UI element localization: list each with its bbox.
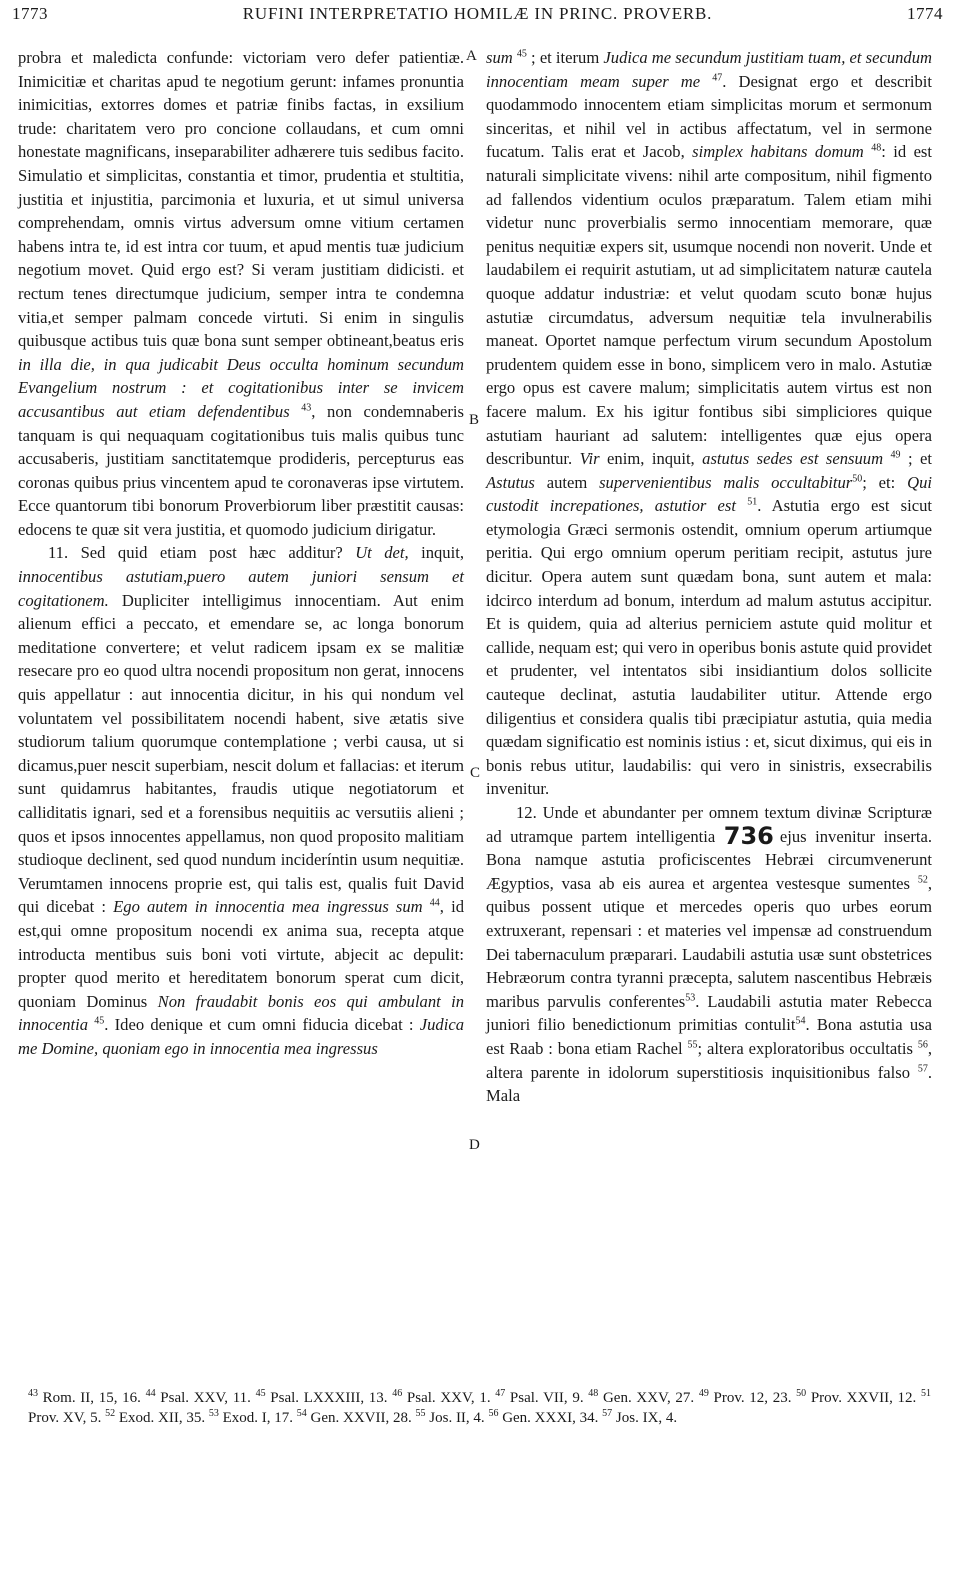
footnote-ref: 55 <box>687 1039 698 1051</box>
running-title: RUFINI INTERPRETATIO HOMILÆ IN PRINC. PROVERB. <box>242 4 713 23</box>
footnote-ref: 45 <box>94 1015 105 1027</box>
margin-letter-a: A <box>466 48 477 64</box>
footnote-ref: 52 <box>917 874 928 886</box>
margin-letter-c: C <box>470 765 481 781</box>
footnote-ref: 57 <box>917 1063 928 1074</box>
footnote-ref: 51 <box>747 496 758 508</box>
column-number-right: 1774 <box>907 4 943 23</box>
footnote-ref: 48 <box>871 142 882 154</box>
left-paragraph-2: 11. Sed quid etiam post hæc additur? Ut det, inquit, innocentibus astutiam,puero autem juniori sensum et cogitationem. Dupliciter intelligimus innocentiam. Aut enim alienum effici a peccato, et emendare se, ac longa bonorum meditatione convertere; et velut radicem ipsam ex se malitiæ resecare pro eo quod ultra nocendi propositum non gerat, innocens quis appellatur : aut innocentia dicitur, in his qui nondum vel voluntatem vel possibilitatem nocendi habent, sive ætatis sive studiorum talium quorumque contemplatione ; verbi causa, ut si dicamus,puer nescit superbiam, nescit dolum et fallacias: et iterum sunt quidamrus habitantes, fraudis utique negotiatorum et calliditatis ignari, sed et a forensibus nequitiis ac versutiis alieni ; quos et ipsos innocentes appellamus, non quod proposito malitiam studioque declinent, sed quod nundum incideríntin usum nequitiæ. Verumtamen innocens proprie est, qui talis est, qualis fuit David qui dicebat : Ego autem in innocentia mea ingressus sum $^{44}$, id est,qui omne propositum nocendi ex anima sua, recepta atque introducta mentibus suis boni voti virtute, abjecit ac depulit: propter quod merito et hereditatem bonorum sperat cum dicit, quoniam Dominus Non fraudabit bonis eos qui ambulant in innocentia $^{45}$. Ideo denique et cum omni fiducia dicebat : Judica me Domine, quoniam ego in innocentia mea ingressus <box>18 543 465 1058</box>
right-paragraph-1: sum $^{45}$ ; et iterum Judica me secundum justitiam tuam, et secundum innocentiam meam super me $^{47}$. Designat ergo et describit quodammodo innocentem etiam simplicitas morum et sermonum sinceritas, et nihil vel in actibus affectatum, vel in sermone fucatum. Talis erat et Jacob, simplex habitans domum $^{48}$: id est naturali simplicitate vivens: nihil arte compositum, nihil figmento ad fallendos videntium oculos præparatum. Talem etiam mihi videtur nunc proverbialis sermo innocentiam memorare, quæ penitus nequitiæ expers sit, usumque nocendi non noverit. Unde et laudabilem ei requirit astutiam, ut ad simplicitatem naturæ cautela quoque addatur industriæ: et velut quodam scuto bonæ hujus astutiæ circumdatus, adversum nequitiæ tela invulnerabilis maneat. Oportet namque perfectum virum secundum Apostolum prudentem quidem esse in bono, simplicem vero in malo. Astutiæ ergo opus est cavere malum; simplicitatis autem virtus est non facere malum. Ex his igitur fontibus sibi simpliciores quique astutiam hauriant ad salutem: intelligentes quæ ejus opera describuntur. Vir enim, inquit, astutus sedes est sensuum $^{49}$ ; et Astutus autem supervenientibus malis occultabitur$^{50}$; et: Qui custodit increpationes, astutior est $^{51}$. Astutia ergo est sicut etymologia Græci sermonis ostendit, omnium operum artiumque peritia. Qui ergo omnium operum peritiam recipit, astutus jure dicitur. Opera autem sunt quædam bona, sunt autem et mala: idcirco interdum ad bonum, interdum ad malum astutus accipitur. Et is quidem, quia ad alterius perniciem astute quid molitur et callide, nequam est; qui vero in operibus bonis astute quid providet et prudenter, vel intentatos sibi insidiantium dolos sollicite cauteque declinat, astutia laudabiliter utitur. Attende ergo diligentius et considera qualis tibi præcipiatur astutia, quia media quædam significatio est nominis istius : et, sicut diximus, qui eis in bonis rebus utitur, laudabilis: qui vero in sinistris, exsecrabilis invenitur. <box>486 48 933 799</box>
footnote-ref: 53 <box>685 992 696 1004</box>
footnote-ref: 50 <box>852 473 863 485</box>
running-header <box>12 4 943 34</box>
footnote-ref: 54 <box>795 1015 806 1027</box>
footnote-ref: 47 <box>712 72 723 84</box>
margin-letter-b: B <box>469 412 480 428</box>
column-number-left: 1773 <box>12 4 48 23</box>
footnotes <box>28 1388 931 1428</box>
margin-letter-d: D <box>469 1137 480 1153</box>
right-paragraph-2: 12. Unde et abundanter per omnem textum divinæ Scripturæ ad utramque partem intelligentia 736 ejus invenitur inserta. Bona namque astutia proficiscentes Hebræi circumvenerunt Ægyptios, vasa ab eis aurea et argentea vestesque sumentes $^{52}$, quibus possent utique et mercedes operis quo urbes eorum extruxerant, repensari : et materies vel impensæ ad construendum Dei tabernaculum præparari. Laudabili astutia usæ sunt obstetrices Hebræorum contra tyranni præcepta, salutem nascentibus Hebræis maribus parvulis conferentes$^{53}$. Laudabili astutia mater Rebecca juniori filio benedictionum primitias contulit$^{54}$. Bona astutia usa est Raab : bona etiam Rachel $^{55}$; altera exploratoribus occultatis $^{56}$, altera parente in idolorum superstitiosis inquisitionibus falso $^{57}$. Mala <box>486 803 933 1106</box>
right-column <box>486 46 932 1108</box>
left-paragraph-1: probra et maledicta confunde: victoriam vero defer patientiæ. Inimicitiæ et charitas apud te negotium gerunt: infames pronuntia inimicitias, extorres domes et patriæ finibs factas, in exsilium trude: charitatem vero pro concione collaudans, et cum omni honestate magnificans, inseparabiliter adhærere tuis sedibus facito. Simulatio et simplicitas, constantia et timor, prudentia et stultitia, justitia et injustitia, parcimonia et luxuria, et ut simul universa comprehendam, omnis virtus adversum omne vitium certamen habens intra te, id est intra cor tuum, et apud mentis tuæ judicium negotium movet. Quid ergo est? Si veram justitiam didicisti. et rectum tenes directumque judicium, semper intra te condemna vitia,et semper palmam concede virtuti. Si enim in singulis quibusque actibus tuis quæ bona sunt semper obtineant,beatus eris in illa die, in qua judicabit Deus occulta hominum secundum Evangelium nostrum : et cogitationibus inter se invicem accusantibus aut etiam defendentibus $^{43}$, non condemnaberis tanquam is qui nequaquam cogitationibus tuis malis quibus tunc accusaberis, justitiam sanctitatemque prodideris, percepturus eas coronas quibus prius vincentem apud te coronaveras ipse virtutem. Ecce quantorum tibi bonorum Proverbiorum liber præstitit causas: edocens te quæ sit vera justitia, et quomodo judicium dirigatur. <box>18 48 464 539</box>
footnote-ref: 45 <box>516 48 527 60</box>
footnote-ref: 56 <box>917 1039 928 1051</box>
footnote-ref: 44 <box>429 897 440 909</box>
footnote-ref: 43 <box>301 402 312 414</box>
footnote-ref: 49 <box>890 449 901 461</box>
footnote-list: $^{43}$ Rom. II, 15, 16. $^{44}$ Psal. XXV, 11. $^{45}$ Psal. LXXXIII, 13. $^{46}$ Psal. XXV, 1. $^{47}$ Psal. VII, 9. $^{48}$ Gen. XXV, 27. $^{49}$ Prov. 12, 23. $^{50}$ Prov. XXVII, 12. $^{51}$ Prov. XV, 5. $^{52}$ Exod. XII, 35. $^{53}$ Exod. I, 17. $^{54}$ Gen. XXVII, 28. $^{55}$ Jos. II, 4. $^{56}$ Gen. XXXI, 34. $^{57}$ Jos. IX, 4. <box>28 1388 931 1426</box>
page-number: 736 <box>723 821 774 850</box>
left-column <box>18 46 464 1061</box>
